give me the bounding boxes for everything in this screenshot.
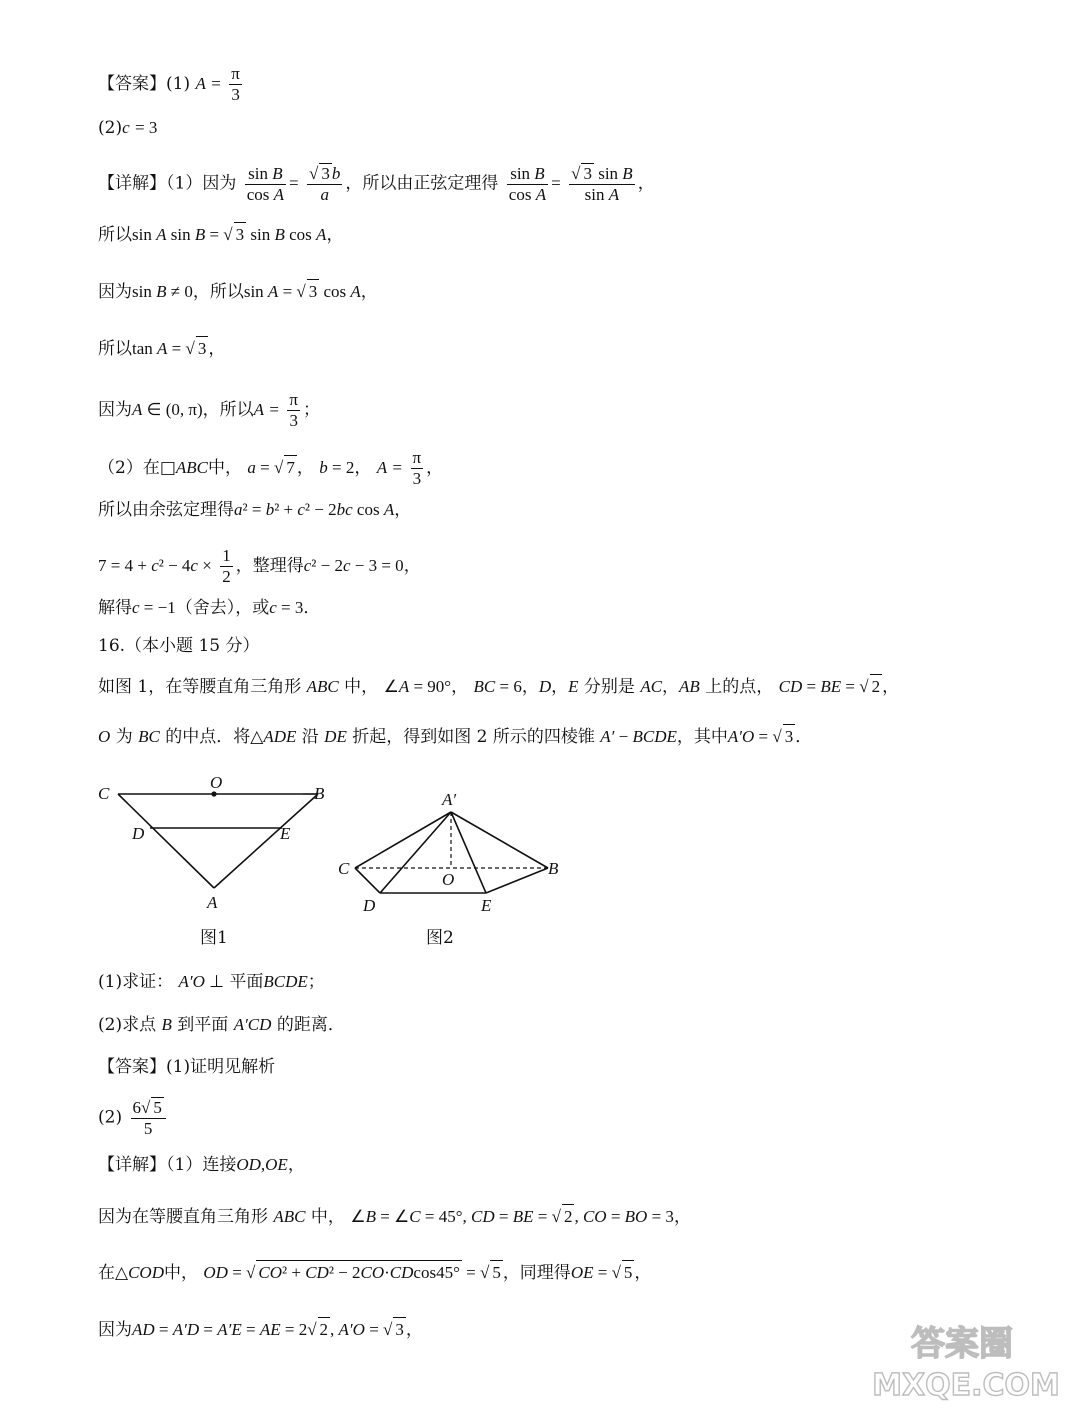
q16-answer-1: 【答案】(1)证明见解析 [98, 1057, 276, 1077]
geometry-figures [90, 768, 580, 958]
fig2-label-e: E [481, 896, 492, 915]
q15-detail-4: 所以tan A = √ 3 ， [98, 336, 225, 361]
q15-detail-1: 【详解】（1）因为 $\frac{\text{sin B}}{\text{cos A}}$ = $\frac{√ 3 b}{a}$ ，所以由正弦定理得 $\frac{\text{sin B}}{\text{cos A}}$ = $\frac{\text{√ 3 sin B}}{\text{sin A}}$ ， [98, 163, 655, 204]
fig1-label-d: D [132, 824, 145, 843]
q15-detail-3: 因为sin B ≠ 0，所以sin A = √ 3 cos A， [98, 279, 378, 304]
fig2-label-b: B [548, 859, 559, 878]
fig2-label-c: C [338, 859, 350, 878]
q16-stem-1: 如图 1，在等腰直角三角形 ABC 中， ∠A = 90°， BC = 6，D，E 分别是 AC，AB 上的点， CD = BE = √ 2 ， [98, 674, 899, 699]
q15-answer-1: 【答案】(1) A = $\frac{\pi}{3}$ [98, 64, 240, 104]
fig2-label-o: O [442, 870, 455, 889]
fig1-label-b: B [314, 784, 325, 803]
fig1-caption: 图1 [200, 928, 228, 948]
fig1-label-c: C [98, 784, 110, 803]
q16-detail-2: 因为在等腰直角三角形 ABC 中， ∠B = ∠C = 45°, CD = BE = √ 2 , CO = BO = 3， [98, 1204, 691, 1229]
q16-stem-2: O 为 BC 的中点．将△ADE 沿 DE 折起，得到如图 2 所示的四棱锥 A′ − BCDE，其中A′O = √ 3 ． [98, 724, 812, 749]
q15-detail-2: 所以sin A sin B = √ 3 sin B cos A， [98, 222, 343, 247]
q16-detail-1: 【详解】（1）连接OD,OE， [98, 1155, 305, 1175]
fig2-label-a-prime: A′ [442, 790, 457, 809]
q15-equation: 7 = 4 + c² − 4c × $\frac{1}{2}$ ，整理得c² − 2c − 3 = 0， [98, 546, 421, 586]
q16-sub-2: (2)求点 B 到平面 A′CD 的距离． [98, 1015, 345, 1035]
q16-detail-3: 在△COD中， OD = √ CO² + CD² − 2CO·CDcos45° = √ 5 ，同理得OE = √ 5 ， [98, 1260, 651, 1285]
watermark-logo [866, 1319, 1066, 1403]
svg-text:答案圈: 答案圈 [911, 1324, 1013, 1364]
fig1-label-a: A [207, 893, 218, 912]
q15-part2: （2）在□ABC中， a = √ 7 ， b = 2， A = $\frac{\pi}{3}$ ， [98, 448, 444, 488]
fig1-label-o: O [210, 773, 223, 792]
q16-answer-2: (2) $\frac{6√ 5}{5}$ [98, 1097, 169, 1139]
q15-answer-2: (2)c = 3 [98, 118, 158, 138]
answer-tag: 【答案】 [98, 74, 166, 94]
fig2-label-d: D [363, 896, 376, 915]
svg-text:MXQE.COM: MXQE.COM [872, 1368, 1060, 1403]
figure-1-midpoint-o [211, 791, 216, 796]
q15-solution: 解得c = −1（舍去），或c = 3． [98, 598, 321, 618]
q16-title: 16.（本小题 15 分） [98, 636, 260, 656]
fig1-label-e: E [280, 824, 291, 843]
q16-detail-4: 因为AD = A′D = A′E = AE = 2√ 2 , A′O = √ 3 ， [98, 1317, 423, 1342]
q15-detail-5: 因为A ∈ (0, π)，所以A = $\frac{\pi}{3}$ ； [98, 390, 320, 430]
figure-2-hidden-lines [355, 812, 548, 868]
q15-cosine-law: 所以由余弦定理得a² = b² + c² − 2bc cos A， [98, 500, 412, 520]
fig2-caption: 图2 [426, 928, 454, 948]
q16-sub-1: (1)求证： A′O ⊥ 平面BCDE； [98, 972, 325, 992]
